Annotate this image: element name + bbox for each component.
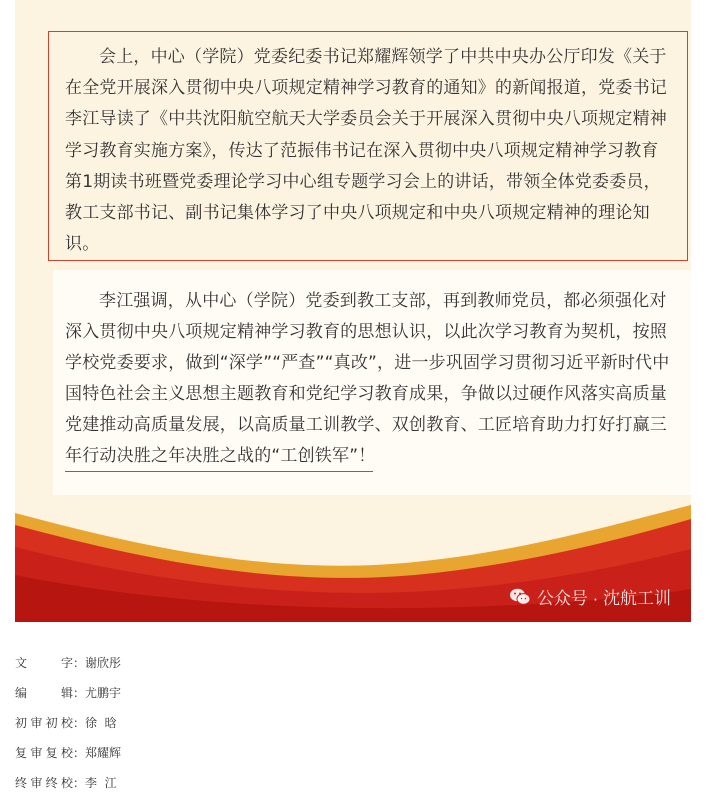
credit-row-second-review: 复审复校 ： 郑耀辉: [15, 741, 121, 771]
credit-row-first-review: 初审初校 ： 徐 晗: [15, 711, 121, 741]
remarks-paragraph: 李江强调，从中心（学院）党委到教工支部，再到教师党员，都必须强化对深入贯彻中央八项规定精神学习教育的思想认识，以此次学习教育为契机，按照学校党委要求，做到“深学”“严查”“真改”，进一步巩固学习贯彻习近平新时代中国特色社会主义思想主题教育和党纪学习教育成果，争做以过硬作风落实高质量党建推动高质量发展，以高质量工训教学、双创教育、工匠培育助力打好打赢三年行动决胜之年决胜之战的“工创铁军”！: [65, 291, 670, 466]
remarks-box: [53, 270, 691, 495]
meeting-summary-box: [48, 31, 688, 261]
credits-list: [15, 651, 121, 801]
credit-value: 徐 晗: [85, 716, 117, 730]
article-panel: [15, 0, 691, 622]
credit-value: 李 江: [85, 776, 117, 790]
credit-label: 复审复校: [15, 746, 73, 760]
credit-row-final-review: 终审终校 ： 李 江: [15, 771, 121, 801]
credit-value: 谢欣彤: [85, 656, 122, 670]
credit-row-author: 文字 ： 谢欣彤: [15, 651, 121, 681]
credit-value: 尤鹏宇: [85, 686, 122, 700]
watermark-text: 公众号 · 沈航工训: [536, 589, 671, 608]
credit-label: 编辑: [15, 686, 73, 700]
credit-label: 终审终校: [15, 776, 73, 790]
credit-row-editor: 编辑 ： 尤鹏宇: [15, 681, 121, 711]
wechat-watermark: [509, 584, 671, 609]
credit-value: 郑耀辉: [85, 746, 122, 760]
credit-label: 初审初校: [15, 716, 73, 730]
wechat-icon: [509, 587, 531, 607]
divider-line: [65, 471, 373, 472]
credit-label: 文字: [15, 656, 73, 670]
meeting-summary-paragraph: 会上，中心（学院）党委纪委书记郑耀辉领学了中共中央办公厅印发《关于在全党开展深入贯彻中央八项规定精神学习教育的通知》的新闻报道，党委书记李江导读了《中共沈阳航空航天大学委员会关于开展深入贯彻中央八项规定精神学习教育实施方案》，传达了范振伟书记在深入贯彻中央八项规定精神学习教育第1期读书班暨党委理论学习中心组专题学习会上的讲话，带领全体党委委员，教工支部书记、副书记集体学习了中央八项规定和中央八项规定精神的理论知识。: [65, 47, 667, 255]
